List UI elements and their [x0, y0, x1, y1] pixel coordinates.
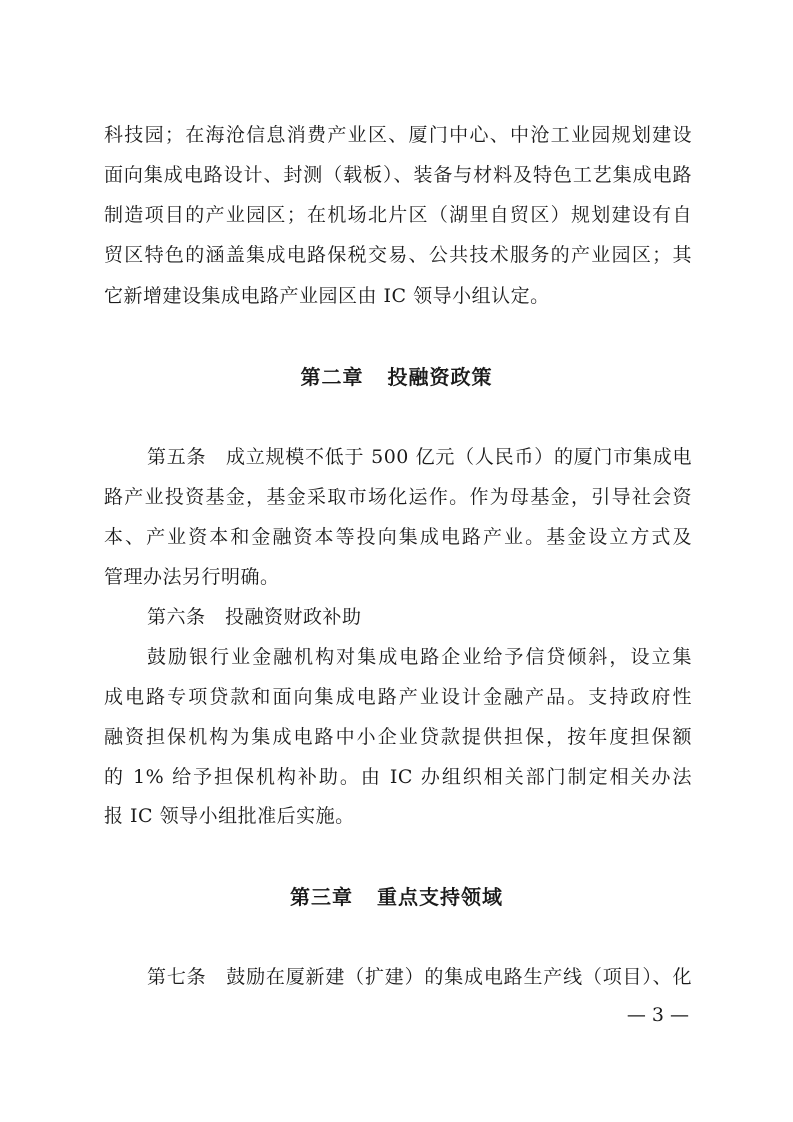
article-6-line-3: 融资担保机构为集成电路中小企业贷款提供担保，按年度担保额 — [104, 726, 692, 748]
chapter-3-heading — [0, 884, 793, 910]
article-7-line-1: 第七条 鼓励在厦新建（扩建）的集成电路生产线（项目）、化 — [147, 966, 692, 988]
intro-line-3: 制造项目的产业园区；在机场北片区（湖里自贸区）规划建设有自 — [104, 204, 692, 226]
article-5-line-1: 第五条 成立规模不低于 500 亿元（人民币）的厦门市集成电 — [147, 446, 692, 468]
article-5-line-3: 本、产业资本和金融资本等投向集成电路产业。基金设立方式及 — [104, 526, 692, 548]
article-6-line-5: 报 IC 领导小组批准后实施。 — [104, 805, 355, 827]
chapter-3-title: 重点支持领域 — [377, 885, 503, 909]
article-6-title: 第六条 投融资财政补助 — [147, 606, 362, 628]
article-5-line-2: 路产业投资基金，基金采取市场化运作。作为母基金，引导社会资 — [104, 486, 692, 508]
intro-line-4: 贸区特色的涵盖集成电路保税交易、公共技术服务的产业园区；其 — [104, 244, 692, 266]
article-6-line-2: 成电路专项贷款和面向集成电路产业设计金融产品。支持政府性 — [104, 686, 692, 708]
intro-line-2: 面向集成电路设计、封测（载板）、装备与材料及特色工艺集成电路 — [104, 164, 692, 186]
chapter-2-title: 投融资政策 — [387, 365, 493, 389]
article-6-line-4: 的 1% 给予担保机构补助。由 IC 办组织相关部门制定相关办法 — [104, 766, 692, 788]
article-5-line-4: 管理办法另行明确。 — [104, 566, 280, 588]
chapter-2-heading — [0, 364, 793, 390]
intro-line-1: 科技园；在海沧信息消费产业区、厦门中心、中沧工业园规划建设 — [104, 124, 692, 146]
article-6-line-1: 鼓励银行业金融机构对集成电路企业给予信贷倾斜，设立集 — [147, 646, 692, 668]
chapter-3-number: 第三章 — [290, 885, 353, 909]
page-number: — 3 — — [626, 1004, 689, 1026]
chapter-2-number: 第二章 — [300, 365, 364, 389]
intro-line-5: 它新增建设集成电路产业园区由 IC 领导小组认定。 — [104, 285, 550, 307]
